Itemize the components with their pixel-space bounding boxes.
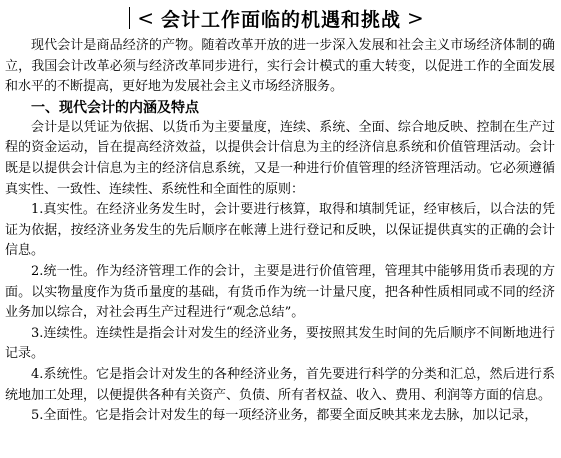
text-cursor <box>129 7 130 29</box>
title-right-mark: > <box>407 6 425 30</box>
body-paragraph-systematic: 4.系统性。它是指会计对发生的各种经济业务，首先要进行科学的分类和汇总，然后进行系统地加工处理，以便提供各种有关资产、负债、所有者权益、收入、费用、利润等方面的信息。 <box>5 366 555 403</box>
body-paragraph-comprehensive: 5.全面性。它是指会计对发生的每一项经济业务，都要全面反映其来龙去脉，加以记录， <box>31 408 538 424</box>
body-paragraph-definition: 会计是以凭证为依据、以货币为主要量度，连续、系统、全面、综合地反映、控制在生产过程的资金运动，旨在提高经济效益，以提供会计信息为主的经济信息系统和价值管理活动。会计既是以提供会计信息为主的经济信息系统，又是一种进行价值管理的经济管理活动。它必须遵循真实性、一致性、连续性、系统性和全面性的原则： <box>5 119 555 197</box>
body-paragraph-uniformity: 2.统一性。作为经济管理工作的会计，主要是进行价值管理，管理其中能够用货币表现的方面。以实物量度作为货币量度的基础，有货币作为统一计量尺度，把各种性质相同或不同的经济业务加以综合，对社会再生产过程进行“观念总结”。 <box>5 263 555 321</box>
section-heading: 一、现代会计的内涵及特点 <box>31 99 199 116</box>
document-title: 会计工作面临的机遇和挑战 <box>160 8 401 31</box>
body-paragraph-continuity: 3.连续性。连续性是指会计对发生的经济业务，要按照其发生时间的先后顺序不间断地进行记录。 <box>5 325 555 362</box>
document-title-row <box>5 0 555 36</box>
intro-paragraph: 现代会计是商品经济的产物。随着改革开放的进一步深入发展和社会主义市场经济体制的确立，我国会计改革必须与经济改革同步进行，实行会计模式的重大转变，以促进工作的全面发展和水平的不断提高，更好地为发展社会主义市场经济服务。 <box>5 38 555 95</box>
title-left-mark: < <box>137 6 155 30</box>
body-paragraph-authenticity: 1.真实性。在经济业务发生时，会计要进行核算，取得和填制凭证，经审核后，以合法的凭证为依据，按经济业务发生的先后顺序在帐薄上进行登记和反映，以保证提供真实的正确的会计信息。 <box>5 202 555 259</box>
